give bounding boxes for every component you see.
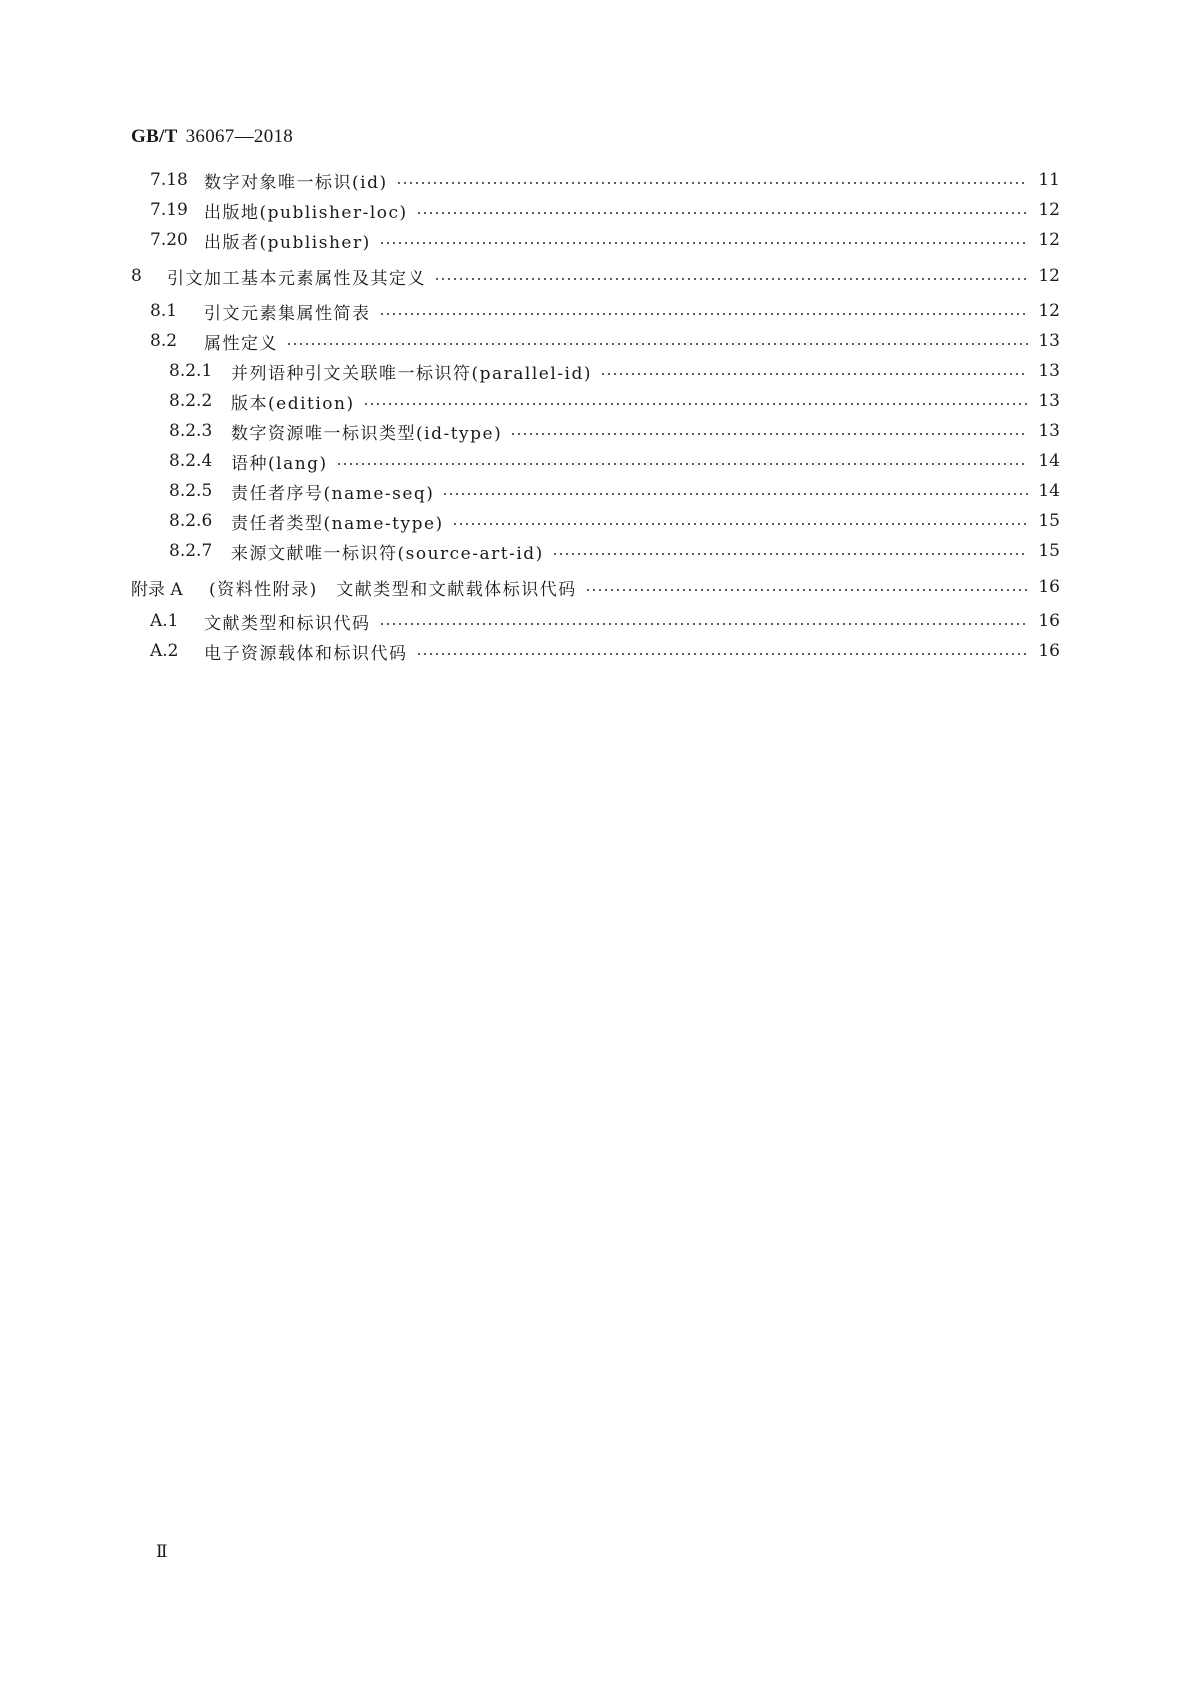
dot-leader [452, 523, 1028, 525]
toc-entry-number: 7.20 [150, 230, 188, 250]
dot-leader [363, 403, 1028, 405]
dot-leader [286, 343, 1028, 345]
toc-entry-title: 电子资源载体和标识代码 [204, 643, 408, 664]
toc-entry-title: 出版地(publisher-loc) [204, 202, 408, 223]
toc-entry-page: 12 [1038, 200, 1060, 220]
toc-entry-title: (资料性附录) 文献类型和文献载体标识代码 [209, 579, 577, 600]
toc-entry-title: 数字资源唯一标识类型(id-type) [231, 423, 503, 444]
page-number: Ⅱ [156, 1542, 168, 1561]
dot-leader [379, 313, 1029, 315]
toc-entry[interactable] [169, 476, 1060, 506]
toc-entry-title: 数字对象唯一标识(id) [204, 172, 388, 193]
dot-leader [396, 182, 1028, 184]
toc-entry[interactable] [169, 416, 1060, 446]
toc-entry[interactable] [150, 165, 1060, 195]
toc-entry-title: 版本(edition) [231, 393, 355, 414]
toc-entry-number: 8.2.4 [169, 451, 213, 471]
dot-leader [442, 493, 1028, 495]
toc-entry-page: 12 [1038, 266, 1060, 286]
toc-entry[interactable] [150, 326, 1060, 356]
toc-entry-number: 8.1 [150, 301, 178, 321]
toc-entry-title: 属性定义 [204, 333, 278, 354]
toc-entry[interactable] [150, 195, 1060, 225]
dot-leader [379, 623, 1029, 625]
toc-entry[interactable] [150, 296, 1060, 326]
toc-entry-number: 8.2.3 [169, 421, 213, 441]
toc-entry[interactable] [131, 572, 1060, 602]
toc-entry[interactable] [169, 506, 1060, 536]
toc-entry[interactable] [169, 536, 1060, 566]
toc-entry-number: 8 [131, 266, 142, 286]
toc-entry[interactable] [150, 606, 1060, 636]
toc-entry[interactable] [131, 261, 1060, 291]
toc-entry[interactable] [169, 356, 1060, 386]
toc-entry-number: 8.2 [150, 331, 178, 351]
dot-leader [416, 653, 1029, 655]
standard-prefix: GB/T [131, 126, 178, 147]
dot-leader [379, 242, 1028, 244]
dot-leader [552, 553, 1028, 555]
toc-entry-page: 13 [1038, 361, 1060, 381]
toc-entry-title: 责任者类型(name-type) [231, 513, 444, 534]
toc-entry[interactable] [169, 446, 1060, 476]
toc-entry-title: 引文加工基本元素属性及其定义 [167, 268, 426, 289]
toc-entry-page: 15 [1038, 511, 1060, 531]
dot-leader [600, 373, 1028, 375]
toc-entry-number: 8.2.1 [169, 361, 213, 381]
toc-entry-page: 14 [1038, 481, 1060, 501]
toc-entry-page: 16 [1038, 611, 1060, 631]
toc-entry-page: 13 [1038, 331, 1060, 351]
standard-number: 36067—2018 [185, 126, 294, 147]
toc-entry-number: 附录 A [131, 579, 183, 600]
dot-leader [336, 463, 1028, 465]
toc-entry-page: 11 [1038, 170, 1060, 190]
toc-entry[interactable] [169, 386, 1060, 416]
dot-leader [434, 278, 1028, 280]
toc-entry-page: 16 [1038, 641, 1060, 661]
dot-leader [585, 589, 1028, 591]
toc-entry-page: 12 [1038, 230, 1060, 250]
toc-entry-title: 引文元素集属性简表 [204, 303, 371, 324]
toc-entry-title: 来源文献唯一标识符(source-art-id) [231, 543, 544, 564]
toc-entry-number: 7.18 [150, 170, 188, 190]
toc-entry-page: 13 [1038, 421, 1060, 441]
toc-entry[interactable] [150, 636, 1060, 666]
toc-entry-page: 13 [1038, 391, 1060, 411]
dot-leader [510, 433, 1028, 435]
toc-entry-number: 7.19 [150, 200, 188, 220]
toc-entry-number: 8.2.7 [169, 541, 213, 561]
toc-entry-number: 8.2.2 [169, 391, 213, 411]
toc-entry-title: 责任者序号(name-seq) [231, 483, 435, 504]
toc-entry-page: 15 [1038, 541, 1060, 561]
toc-entry-page: 12 [1038, 301, 1060, 321]
dot-leader [416, 212, 1028, 214]
toc-entry[interactable] [150, 225, 1060, 255]
toc-entry-number: 8.2.6 [169, 511, 213, 531]
toc-entry-page: 16 [1038, 577, 1060, 597]
toc-entry-title: 语种(lang) [231, 453, 328, 474]
toc-entry-number: A.1 [150, 611, 179, 631]
toc-entry-title: 出版者(publisher) [204, 232, 371, 253]
toc-entry-number: 8.2.5 [169, 481, 213, 501]
toc-entry-page: 14 [1038, 451, 1060, 471]
toc-entry-title: 并列语种引文关联唯一标识符(parallel-id) [231, 363, 592, 384]
toc-entry-number: A.2 [150, 641, 179, 661]
toc-entry-title: 文献类型和标识代码 [204, 613, 371, 634]
